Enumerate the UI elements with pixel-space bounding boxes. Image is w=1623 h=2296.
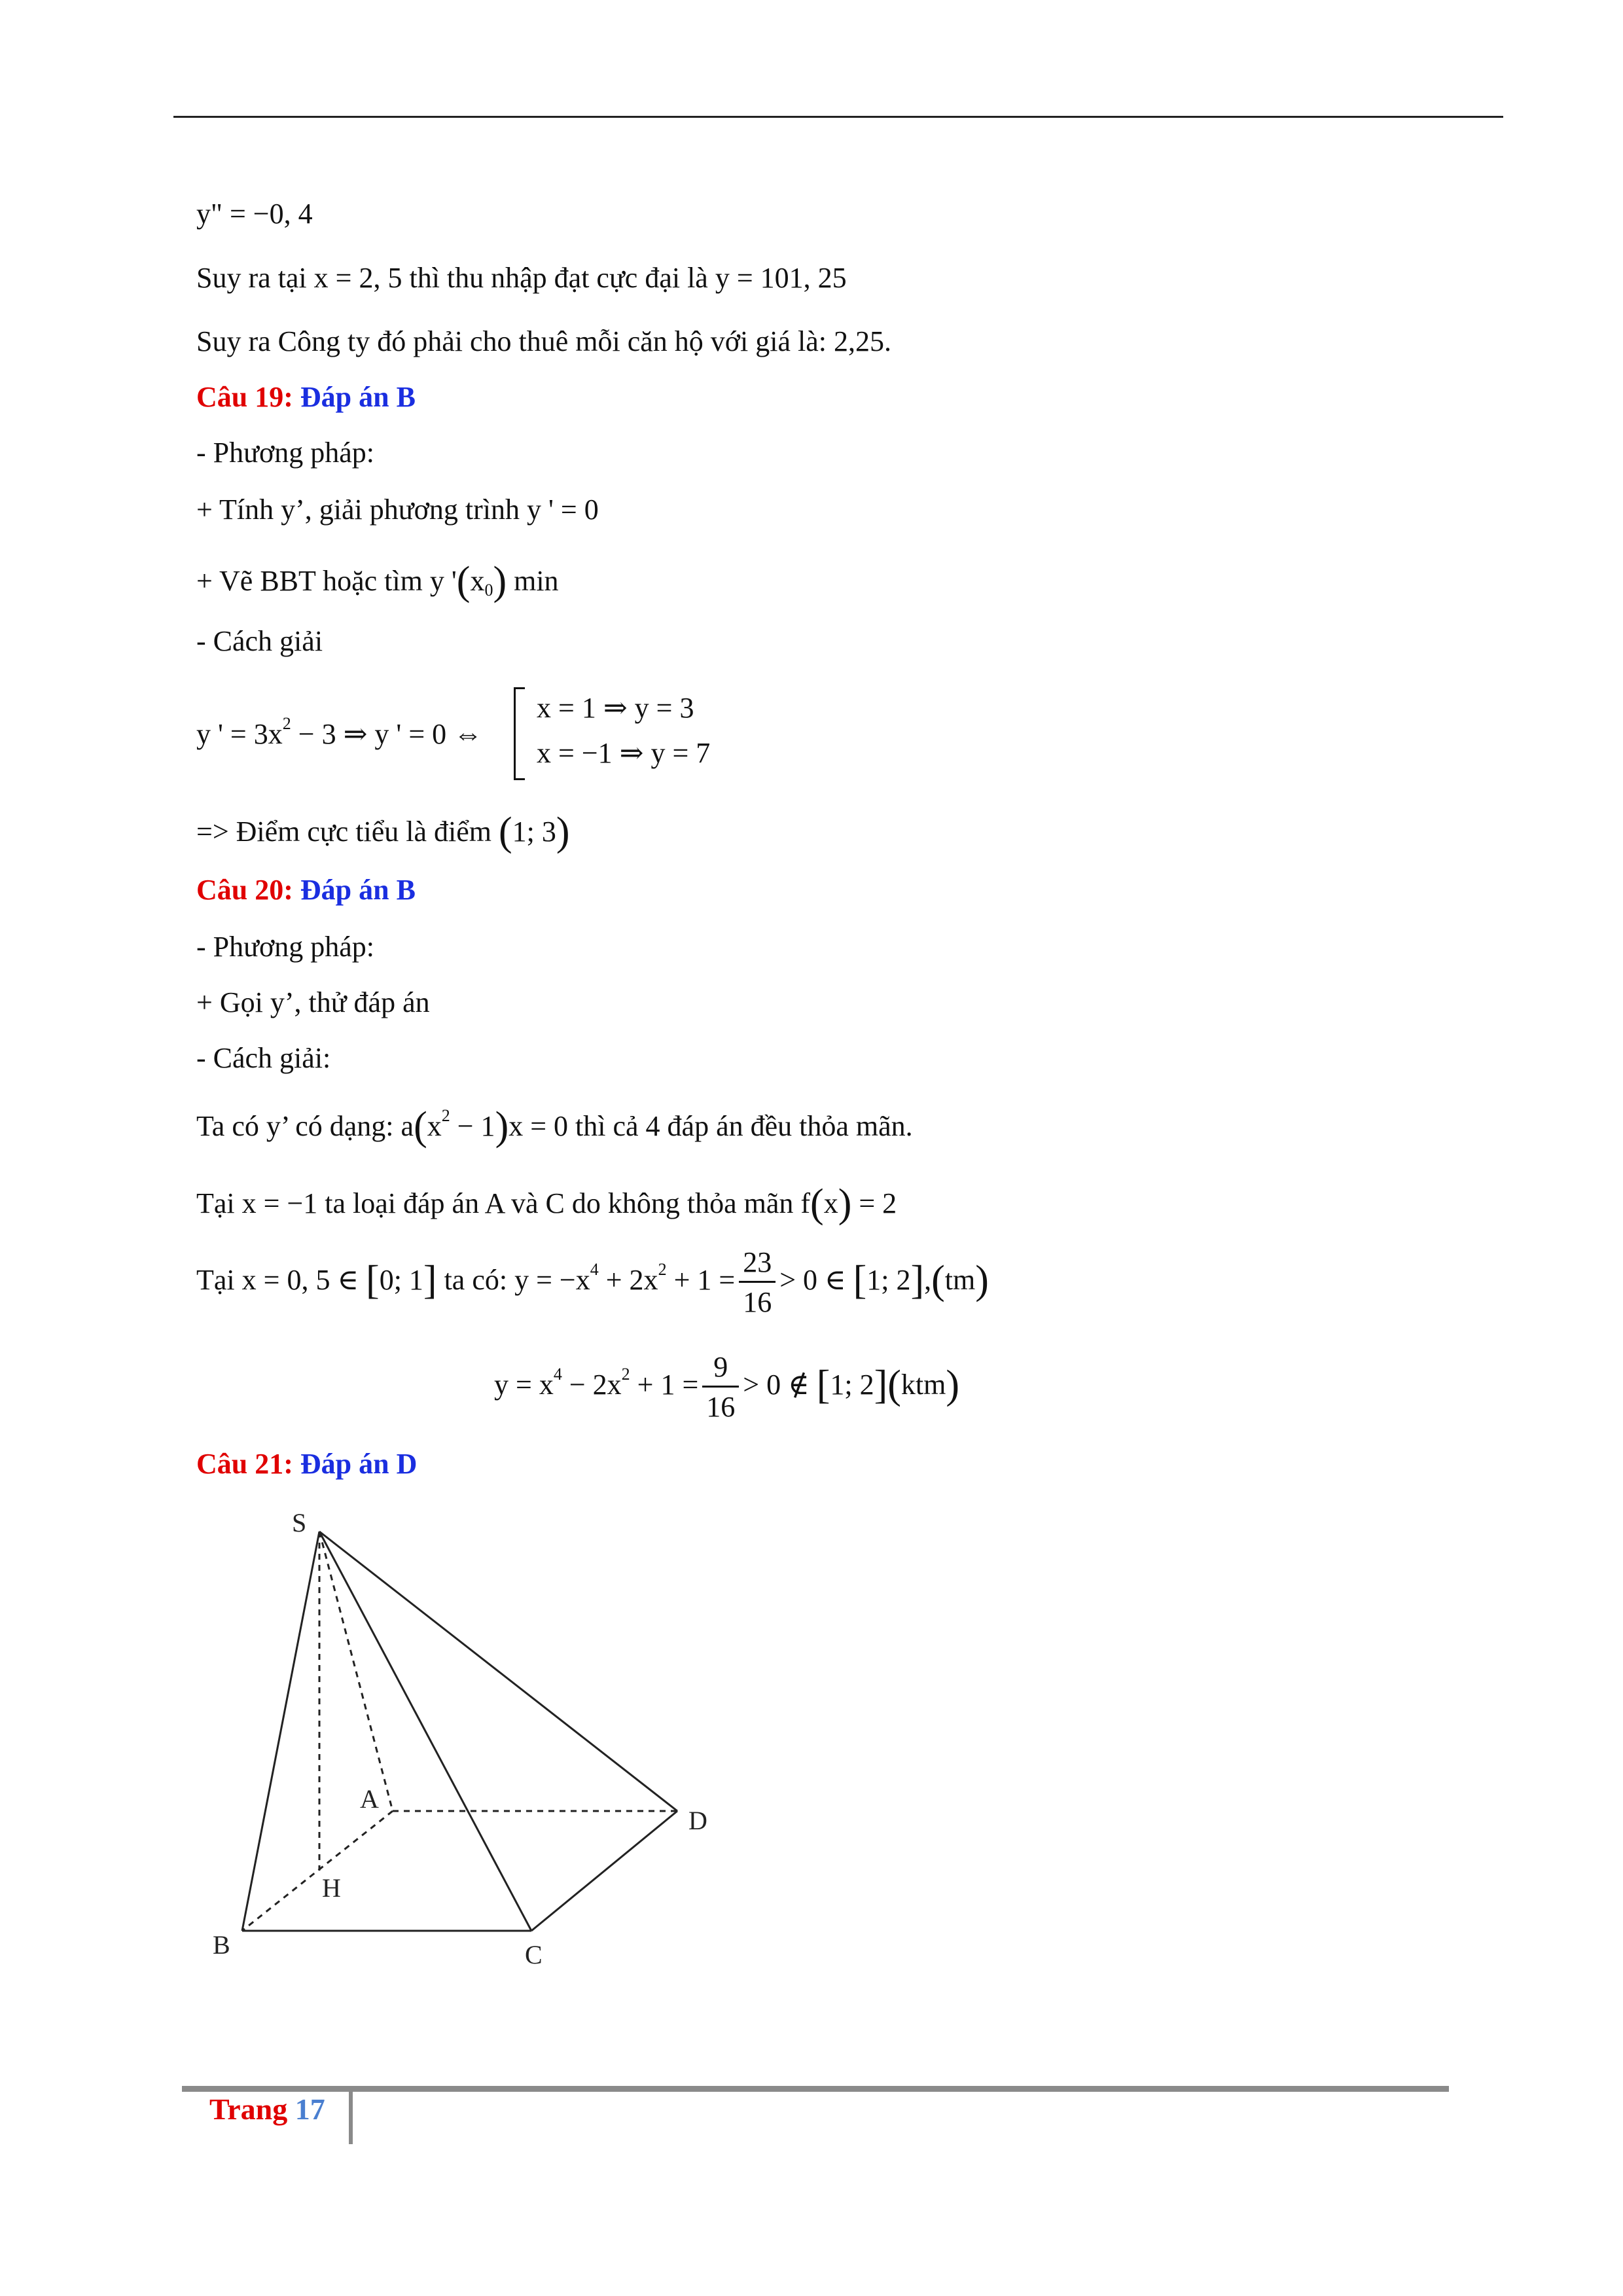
question-19-heading: Câu 19: Đáp án B <box>196 381 416 413</box>
solution-line: Tại x = 0, 5 ∈ [0; 1] ta có: $y = -x^4 + 2x^2 + 1$ = $\frac{23}{16}$ > 0 ∈ [1; 2],(tm) <box>196 1246 989 1319</box>
edge-CD <box>531 1811 677 1931</box>
label-D: D <box>688 1806 707 1835</box>
solution-heading: - Cách giải: <box>196 1042 331 1074</box>
label-B: B <box>213 1930 230 1960</box>
footer-divider <box>349 2092 353 2144</box>
system-row: x = 1 ⇒ y = 3 <box>537 692 694 724</box>
method-step: + Vẽ BBT hoặc tìm y '$(x_0)$ min <box>196 559 559 603</box>
label-S: S <box>292 1508 307 1537</box>
label-A: A <box>360 1784 379 1814</box>
text-line: y" = −0, 4 <box>196 198 313 230</box>
page-number: Trang 17 <box>209 2092 325 2126</box>
edge-SB <box>242 1532 319 1931</box>
method-heading: - Phương pháp: <box>196 437 374 469</box>
conclusion-line: => Điểm cực tiểu là điểm (1; 3) <box>196 810 570 854</box>
fraction: $\frac{23}{16}$ <box>739 1247 776 1319</box>
header-rule <box>173 116 1503 118</box>
fraction: $\frac{9}{16}$ <box>702 1352 739 1424</box>
edge-SA <box>319 1532 393 1811</box>
derivative-equation: y ' = $3x^2 - 3$ ⇒ y ' = 0 ⇔ <box>196 714 483 750</box>
solution-line: Ta có y’ có dạng: $a(x^2 - 1)x = 0$ thì cả 4 đáp án đều thỏa mãn. <box>196 1104 913 1149</box>
solution-line: $y = x^4 - 2x^2 + 1$ = $\frac{9}{16}$ > 0 ∉ [1; 2](ktm) <box>494 1351 959 1424</box>
edge-AB <box>242 1811 393 1931</box>
system-bracket <box>514 687 525 780</box>
question-21-heading: Câu 21: Đáp án D <box>196 1448 418 1480</box>
text-line: Suy ra Công ty đó phải cho thuê mỗi căn hộ với giá là: 2,25. <box>196 325 891 357</box>
solution-line: Tại x = −1 ta loại đáp án A và C do không thỏa mãn f(x) = 2 <box>196 1181 897 1226</box>
pyramid-figure <box>196 1505 759 1990</box>
method-step: + Gọi y’, thử đáp án <box>196 986 430 1018</box>
system-row: x = −1 ⇒ y = 7 <box>537 737 711 769</box>
text-line: Suy ra tại x = 2, 5 thì thu nhập đạt cực đại là y = 101, 25 <box>196 262 847 294</box>
solution-heading: - Cách giải <box>196 625 323 657</box>
method-step: + Tính y’, giải phương trình y ' = 0 <box>196 493 599 526</box>
method-heading: - Phương pháp: <box>196 931 374 963</box>
label-C: C <box>525 1940 543 1969</box>
footer-rule <box>182 2086 1449 2092</box>
edge-SC <box>319 1532 531 1931</box>
edge-SD <box>319 1532 677 1811</box>
label-H: H <box>322 1873 341 1903</box>
question-20-heading: Câu 20: Đáp án B <box>196 874 416 906</box>
